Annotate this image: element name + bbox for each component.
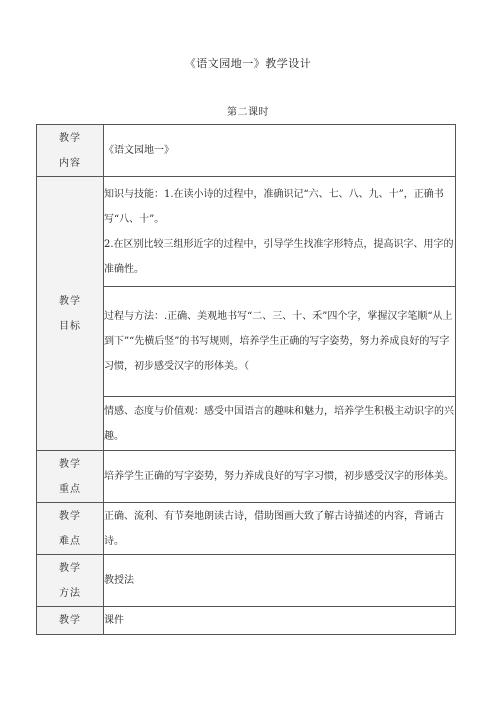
label-resources: 教学 bbox=[37, 607, 104, 635]
label-methods: 教学 方法 bbox=[37, 555, 104, 607]
goal-knowledge-line-1: 知识与技能：1.在读小诗的过程中，准确识记“六、七、八、九、十”，正确书写“八、十”。 bbox=[104, 188, 444, 225]
cell-resources: 课件 bbox=[104, 607, 456, 635]
table-row-resources bbox=[37, 607, 456, 635]
cell-goals-emotion: 情感、态度与价值观：感受中国语言的趣味和魅力，培养学生积极主动识字的兴趣。 bbox=[104, 397, 456, 451]
table-row-goals-knowledge bbox=[37, 177, 456, 287]
document-title: 《语文园地一》教学设计 bbox=[184, 57, 312, 70]
cell-difficulties: 正确、流利、有节奏地朗读古诗，借助图画大致了解古诗描述的内容，背诵古诗。 bbox=[104, 503, 456, 555]
label-teaching-content: 教学 内容 bbox=[37, 125, 104, 177]
table-row-difficulties bbox=[37, 503, 456, 555]
label-difficulties: 教学 难点 bbox=[37, 503, 104, 555]
table-row-content bbox=[37, 125, 456, 177]
label-key-points: 教学 重点 bbox=[37, 451, 104, 503]
lesson-plan-table bbox=[36, 124, 456, 635]
cell-methods: 教授法 bbox=[104, 555, 456, 607]
label-teaching-goals: 教学 目标 bbox=[37, 177, 104, 451]
table-row-methods bbox=[37, 555, 456, 607]
cell-goals-knowledge bbox=[104, 177, 456, 287]
cell-goals-process: 过程与方法：.正确、美观地书写“二、三、十、禾”四个字，掌握汉字笔顺“从上到下”“先横后竖”的书写规则，培养学生正确的写字姿势，努力养成良好的写字习惯，初步感受汉字的形体美。（ bbox=[104, 287, 456, 397]
document-subtitle: 第二课时 bbox=[227, 107, 269, 118]
cell-key-points: 培养学生正确的写字姿势，努力养成良好的写字习惯，初步感受汉字的形体美。 bbox=[104, 451, 456, 503]
cell-teaching-content: 《语文园地一》 bbox=[104, 125, 456, 177]
goal-knowledge-line-2: 2.在区别比较三组形近字的过程中，引导学生找准字形特点，提高识字、用字的准确性。 bbox=[104, 238, 454, 275]
table-row-key-points bbox=[37, 451, 456, 503]
